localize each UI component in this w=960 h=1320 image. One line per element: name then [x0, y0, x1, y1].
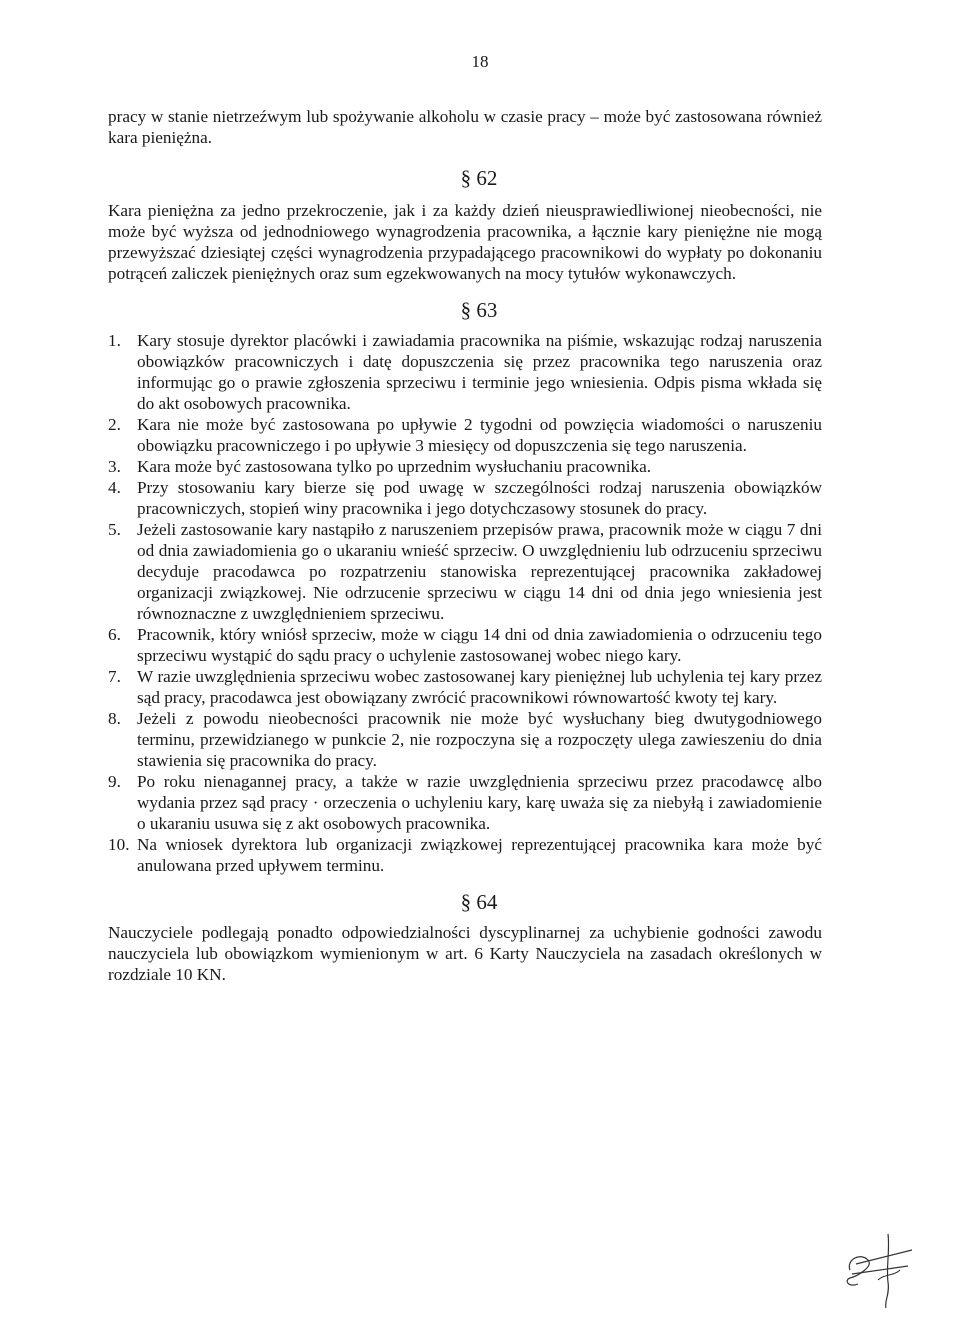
list-item-number: 4.: [108, 478, 121, 497]
list-item-text: Jeżeli z powodu nieobecności pracownik nie może być wysłuchany bieg dwutygodniowego terminu, przewidzianego w punkcie 2, nie rozpoczyna się a rozpoczęty ulega zawieszeniu do dnia stawienia się pracownika do pracy.: [137, 709, 822, 770]
list-item: [108, 624, 822, 666]
list-item: [108, 456, 822, 477]
section-62-heading: § 62: [460, 166, 498, 190]
list-item: [108, 477, 822, 519]
list-item-number: 10.: [108, 835, 130, 854]
list-item-text: Przy stosowaniu kary bierze się pod uwagę w szczególności rodzaj naruszenia obowiązków pracowniczych, stopień winy pracownika i jego dotychczasowy stosunek do pracy.: [137, 478, 822, 518]
section-64-heading: § 64: [460, 890, 498, 914]
section-63-list: [108, 330, 822, 876]
list-item-number: 9.: [108, 772, 121, 791]
list-item-text: Jeżeli zastosowanie kary nastąpiło z naruszeniem przepisów prawa, pracownik może w ciągu 7 dni od dnia zawiadomienia go o ukaraniu wnieść sprzeciw. O uwzględnieniu lub odrzuceniu sprzeciwu decyduje pracodawca po rozpatrzeniu stanowiska reprezentującej pracownika zakładowej organizacji związkowej. Nie odrzucenie sprzeciwu w ciągu 14 dni od dnia jego wniesienia jest równoznaczne z uwzględnieniem sprzeciwu.: [137, 520, 822, 623]
list-item: [108, 771, 822, 834]
section-63-heading: § 63: [460, 298, 498, 322]
list-item: [108, 834, 822, 876]
page-number: 18: [471, 52, 489, 71]
list-item-text: Na wniosek dyrektora lub organizacji związkowej reprezentującej pracownika kara może być anulowana przed upływem terminu.: [137, 835, 822, 875]
section-64-text: Nauczyciele podlegają ponadto odpowiedzialności dyscyplinarnej za uchybienie godności zawodu nauczyciela lub obowiązkom wymienionym w art. 6 Karty Nauczyciela na zasadach określonych w rozdziale 10 KN.: [108, 923, 822, 984]
list-item: [108, 414, 822, 456]
list-item: [108, 330, 822, 414]
document-body: [108, 106, 822, 985]
list-item-text: Kary stosuje dyrektor placówki i zawiadamia pracownika na piśmie, wskazując rodzaj naruszenia obowiązków pracowniczych i datę dopuszczenia się przez pracownika tego naruszenia oraz informując go o prawie zgłoszenia sprzeciwu i terminie jego wniesienia. Odpis pisma wkłada się do akt osobowych pracownika.: [137, 331, 822, 413]
section-62-text: Kara pieniężna za jedno przekroczenie, jak i za każdy dzień nieusprawiedliwionej nieobecności, nie może być wyższa od jednodniowego wynagrodzenia pracownika, a łącznie kary pieniężne nie mogą przewyższać dziesiątej części wynagrodzenia przypadającego pracownikowi do wypłaty po dokonaniu potrąceń zaliczek pieniężnych oraz sum egzekwowanych na mocy tytułów wykonawczych.: [108, 201, 822, 283]
list-item: [108, 666, 822, 708]
list-item-text: Po roku nienagannej pracy, a także w razie uwzględnienia sprzeciwu przez pracodawcę albo wydania przez sąd pracy · orzeczenia o uchyleniu kary, karę uważa się za niebyłą i zawiadomienie o ukaraniu usuwa się z akt osobowych pracownika.: [137, 772, 822, 833]
signature-initials: [838, 1230, 918, 1310]
list-item-text: W razie uwzględnienia sprzeciwu wobec zastosowanej kary pieniężnej lub uchylenia tej kary przez sąd pracy, pracodawca jest obowiązany zwrócić pracownikowi równowartość kwoty tej kary.: [137, 667, 822, 707]
list-item-text: Pracownik, który wniósł sprzeciw, może w ciągu 14 dni od dnia zawiadomienia o odrzuceniu tego sprzeciwu wystąpić do sądu pracy o uchylenie zastosowanej wobec niego kary.: [137, 625, 822, 665]
list-item-number: 8.: [108, 709, 121, 728]
list-item-number: 3.: [108, 457, 121, 476]
list-item: [108, 708, 822, 771]
list-item: [108, 519, 822, 624]
list-item-number: 7.: [108, 667, 121, 686]
list-item-text: Kara może być zastosowana tylko po uprzednim wysłuchaniu pracownika.: [137, 457, 652, 476]
list-item-number: 2.: [108, 415, 121, 434]
list-item-number: 5.: [108, 520, 121, 539]
list-item-number: 1.: [108, 331, 121, 350]
list-item-number: 6.: [108, 625, 121, 644]
list-item-text: Kara nie może być zastosowana po upływie 2 tygodni od powzięcia wiadomości o naruszeniu obowiązku pracowniczego i po upływie 3 miesięcy od dopuszczenia się tego naruszenia.: [137, 415, 822, 455]
intro-paragraph: pracy w stanie nietrzeźwym lub spożywanie alkoholu w czasie pracy – może być zastosowana również kara pieniężna.: [108, 107, 822, 147]
